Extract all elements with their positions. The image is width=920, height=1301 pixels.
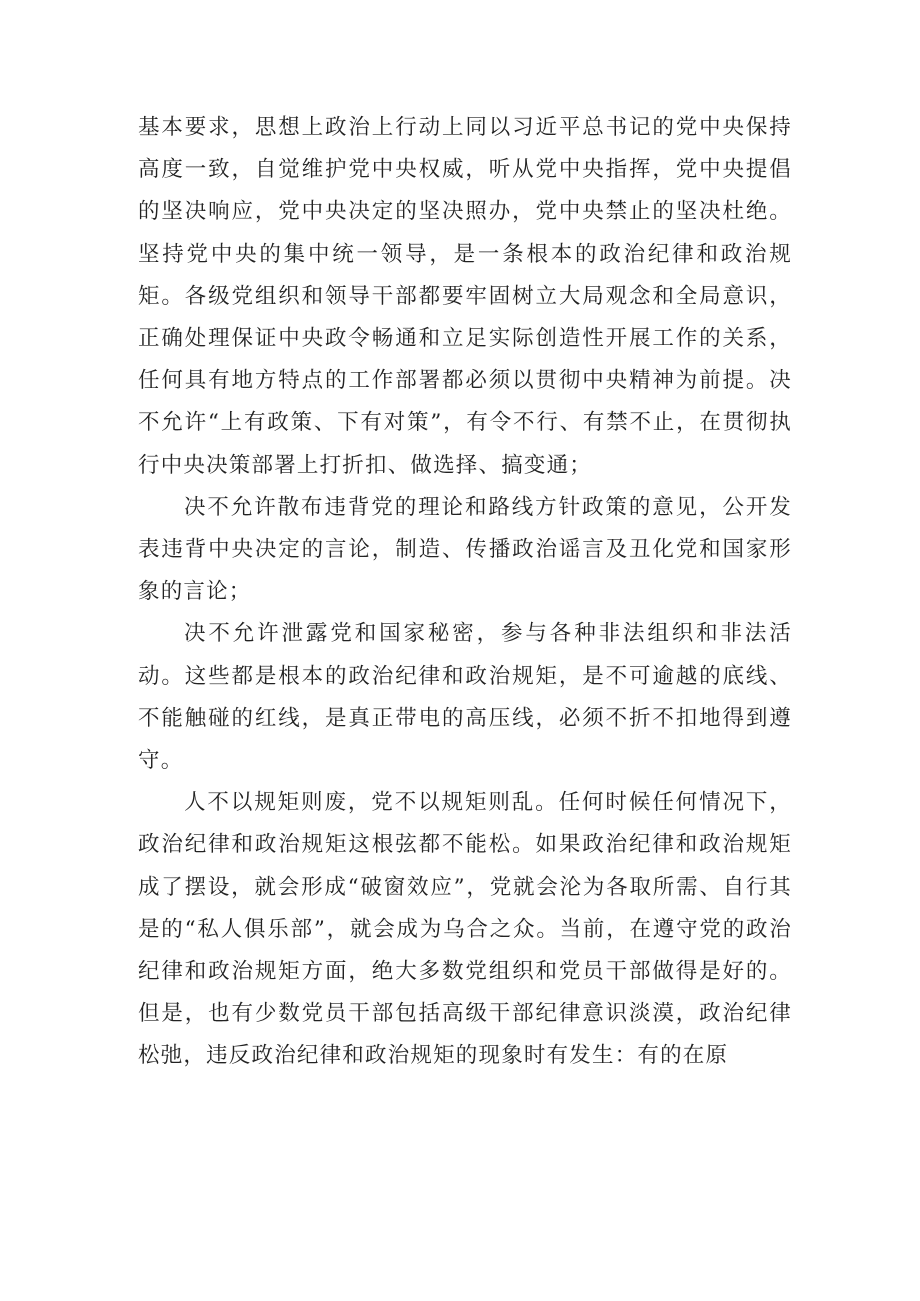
paragraph-4: 人不以规矩则废，党不以规矩则乱。任何时候任何情况下，政治纪律和政治规矩这根弦都不能松。如果政治纪律和政治规矩成了摆设，就会形成“破窗效应”，党就会沦为各取所需、自行其是的“私人俱乐部”，就会成为乌合之众。当前，在遵守党的政治纪律和政治规矩方面，绝大多数党组织和党员干部做得是好的。但是，也有少数党员干部包括高级干部纪律意识淡漠，政治纪律松弛，违反政治纪律和政治规矩的现象时有发生：有的在原 xyxy=(138,790,792,1069)
document-body xyxy=(138,107,792,1078)
paragraph-1: 基本要求，思想上政治上行动上同以习近平总书记的党中央保持高度一致，自觉维护党中央权威，听从党中央指挥，党中央提倡的坚决响应，党中央决定的坚决照办，党中央禁止的坚决杜绝。坚持党中央的集中统一领导，是一条根本的政治纪律和政治规矩。各级党组织和领导干部都要牢固树立大局观念和全局意识，正确处理保证中央政令畅通和立足实际创造性开展工作的关系，任何具有地方特点的工作部署都必须以贯彻中央精神为前提。决不允许“上有政策、下有对策”，有令不行、有禁不止，在贯彻执行中央决策部署上打折扣、做选择、搞变通； xyxy=(138,115,792,478)
paragraph-2: 决不允许散布违背党的理论和路线方针政策的意见，公开发表违背中央决定的言论，制造、传播政治谣言及丑化党和国家形象的言论； xyxy=(138,494,792,605)
paragraph-3: 决不允许泄露党和国家秘密，参与各种非法组织和非法活动。这些都是根本的政治纪律和政治规矩，是不可逾越的底线、不能触碰的红线，是真正带电的高压线，必须不折不扣地得到遵守。 xyxy=(138,621,792,774)
